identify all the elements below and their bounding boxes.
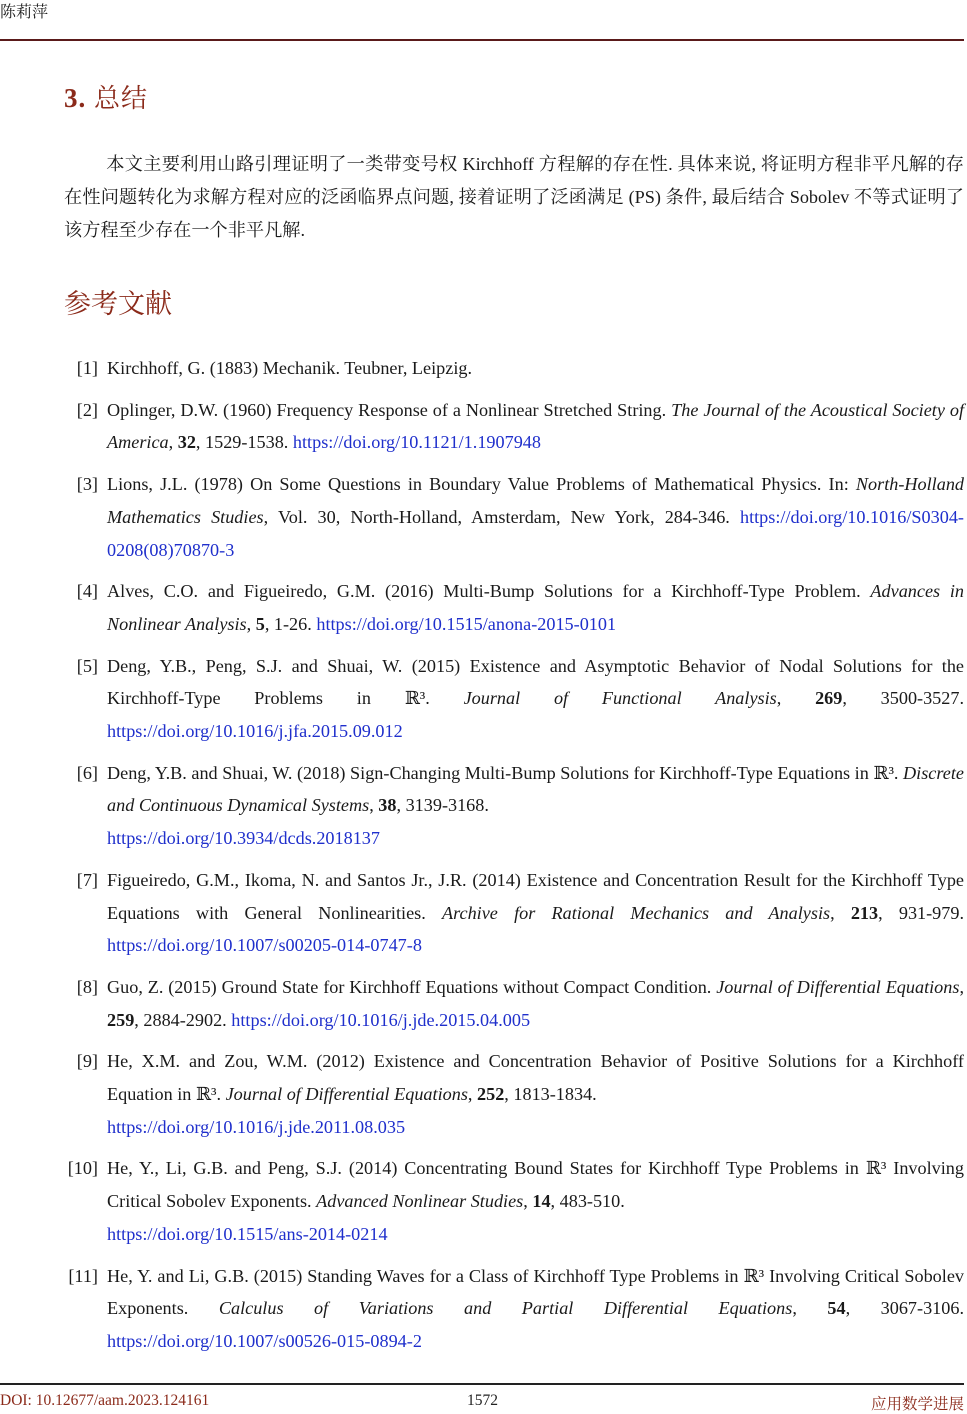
reference-text: Alves, C.O. and Figueiredo, G.M. (2016) Multi-Bump Solutions for a Kirchhoff-Type Problem. xyxy=(107,581,861,602)
reference-item xyxy=(64,468,964,566)
section-title: 总结 xyxy=(94,84,149,114)
reference-volume: 213 xyxy=(850,902,879,923)
reference-item: [11] He, Y. and Li, G.B. (2015) Standing Waves for a Class of Kirchhoff Type Problems in ℝ³ Involving Critical Sobolev Exponents. Calculus of Variations and Partial Differential Equations, 54, 3067-3106. https://doi.org/10.1007/s00526-015-0894-2 xyxy=(64,1260,964,1358)
reference-item xyxy=(64,352,964,385)
reference-label: [4] xyxy=(76,581,98,602)
reference-label: [3] xyxy=(76,474,98,495)
reference-item: [5] Deng, Y.B., Peng, S.J. and Shuai, W. (2015) Existence and Asymptotic Behavior of Nodal Solutions for the Kirchhoff-Type Problems in ℝ³. Journal of Functional Analysis, 269, 3500-3527. https://doi.org/10.1016/j.jfa.2015.09.012 xyxy=(64,650,964,748)
footer-doi: DOI: 10.12677/aam.2023.124161 xyxy=(0,1392,210,1409)
reference-volume: 269 xyxy=(815,688,843,709)
footer-journal-name: 应用数学进展 xyxy=(870,1396,964,1413)
reference-journal: The Journal of the Acoustical Society of America xyxy=(107,399,965,453)
reference-text: He, Y., Li, G.B. and Peng, S.J. (2014) Concentrating Bound States for Kirchhoff Type Problems in ℝ³ Involving Critical Sobolev Exponents. xyxy=(107,1158,964,1212)
reference-label: [8] xyxy=(76,976,98,997)
reference-doi-link[interactable]: https://doi.org/10.1007/s00526-015-0894-2 xyxy=(107,1330,422,1351)
reference-journal: Calculus of Variations and Partial Differential Equations xyxy=(218,1298,793,1319)
reference-text: Deng, Y.B., Peng, S.J. and Shuai, W. (2015) Existence and Asymptotic Behavior of Nodal Solutions for the Kirchhoff-Type Problems in ℝ³. xyxy=(107,655,964,709)
reference-doi-link[interactable]: https://doi.org/10.1016/j.jde.2015.04.005 xyxy=(231,1009,531,1030)
reference-doi-link[interactable]: https://doi.org/10.1121/1.1907948 xyxy=(292,432,541,453)
reference-item: [6] Deng, Y.B. and Shuai, W. (2018) Sign-Changing Multi-Bump Solutions for Kirchhoff-Type Equations in ℝ³. Discrete and Continuous Dynamical Systems, 38, 3139-3168. https://doi.org/10.3934/dcds.2018137 xyxy=(64,757,964,855)
reference-journal: Advances in Nonlinear Analysis xyxy=(107,581,964,634)
reference-pages: , 3500-3527. xyxy=(842,688,965,709)
reference-pages: , 2884-2902. xyxy=(134,1009,227,1030)
header-divider xyxy=(0,39,964,41)
reference-text: Lions, J.L. (1978) On Some Questions in Boundary Value Problems of Mathematical Physics. In: xyxy=(107,474,849,495)
reference-volume: 14 xyxy=(532,1191,551,1212)
reference-pages: , 1529-1538. xyxy=(195,432,289,453)
reference-volume: 32 xyxy=(177,432,196,453)
reference-journal: Advanced Nonlinear Studies xyxy=(316,1191,524,1212)
footer-divider xyxy=(0,1383,964,1385)
reference-item: [4] Alves, C.O. and Figueiredo, G.M. (2016) Multi-Bump Solutions for a Kirchhoff-Type Problem. Advances in Nonlinear Analysis, 5, 1-26. https://doi.org/10.1515/anona-2015-0101 xyxy=(64,575,964,640)
reference-journal: Archive for Rational Mechanics and Analysis xyxy=(442,902,831,923)
reference-pages: , 931-979. xyxy=(878,902,965,923)
reference-pages: , 3067-3106. xyxy=(845,1298,964,1319)
reference-label: [10] xyxy=(67,1158,98,1179)
reference-item: [10] He, Y., Li, G.B. and Peng, S.J. (2014) Concentrating Bound States for Kirchhoff Type Problems in ℝ³ Involving Critical Sobolev Exponents. Advanced Nonlinear Studies, 14, 483-510. https://doi.org/10.1515/ans-2014-0214 xyxy=(64,1152,964,1250)
reference-text: He, Y. and Li, G.B. (2015) Standing Waves for a Class of Kirchhoff Type Problems in ℝ³ Involving Critical Sobolev Exponents. xyxy=(107,1265,964,1319)
reference-volume: 38 xyxy=(378,795,397,816)
reference-journal: Journal of Differential Equations xyxy=(225,1084,468,1105)
running-header-author: 陈莉萍 xyxy=(0,4,49,21)
reference-label: [6] xyxy=(76,762,98,783)
reference-label: [2] xyxy=(76,399,98,420)
reference-volume: 54 xyxy=(827,1298,846,1319)
reference-volume: 5 xyxy=(255,613,265,634)
section-heading xyxy=(64,78,148,115)
reference-pages: , 483-510. xyxy=(550,1191,625,1212)
reference-pages: , 1813-1834. xyxy=(504,1084,597,1105)
reference-text: Figueiredo, G.M., Ikoma, N. and Santos Jr., J.R. (2014) Existence and Concentration Result for the Kirchhoff Type Equations with General Nonlinearities. xyxy=(107,869,964,923)
reference-item: [8] Guo, Z. (2015) Ground State for Kirchhoff Equations without Compact Condition. Journal of Differential Equations, 259, 2884-2902. https://doi.org/10.1016/j.jde.2015.04.005 xyxy=(64,971,964,1036)
reference-pages: , 3139-3168. xyxy=(396,795,489,816)
conclusion-text: 本文主要利用山路引理证明了一类带变号权 Kirchhoff 方程解的存在性. 具体来说, 将证明方程非平凡解的存在性问题转化为求解方程对应的泛函临界点问题, 接着证明了泛函满足 (PS) 条件, 最后结合 Sobolev 不等式证明了该方程至少存在一个非平凡解. xyxy=(64,154,964,240)
reference-label: [9] xyxy=(76,1051,98,1072)
reference-item: [2] Oplinger, D.W. (1960) Frequency Response of a Nonlinear Stretched String. The Journal of the Acoustical Society of America, 32, 1529-1538. https://doi.org/10.1121/1.1907948 xyxy=(64,394,964,459)
reference-pages: , Vol. 30, North-Holland, Amsterdam, New York, 284-346. xyxy=(263,506,730,527)
reference-journal: Journal of Differential Equations xyxy=(716,976,960,997)
page-number: 1572 xyxy=(467,1392,498,1409)
reference-label: [1] xyxy=(76,358,98,378)
reference-item: [7] Figueiredo, G.M., Ikoma, N. and Santos Jr., J.R. (2014) Existence and Concentration Result for the Kirchhoff Type Equations with General Nonlinearities. Archive for Rational Mechanics and Analysis, 213, 931-979. https://doi.org/10.1007/s00205-014-0747-8 xyxy=(64,864,964,962)
reference-text: He, X.M. and Zou, W.M. (2012) Existence and Concentration Behavior of Positive Solutions for a Kirchhoff Equation in ℝ³. xyxy=(107,1051,964,1105)
references-heading: 参考文献 xyxy=(64,289,172,320)
reference-volume: 252 xyxy=(477,1084,505,1105)
reference-doi-link[interactable]: https://doi.org/10.1515/ans-2014-0214 xyxy=(107,1223,388,1244)
reference-doi-link[interactable]: https://doi.org/10.1007/s00205-014-0747-8 xyxy=(107,935,422,956)
reference-label: [7] xyxy=(76,869,98,890)
reference-label: [5] xyxy=(76,655,98,676)
reference-text: Kirchhoff, G. (1883) Mechanik. Teubner, Leipzig. xyxy=(107,358,473,378)
reference-journal: Journal of Functional Analysis xyxy=(463,688,777,709)
section-number: 3. xyxy=(64,83,87,113)
reference-list xyxy=(64,352,964,1367)
reference-text: Guo, Z. (2015) Ground State for Kirchhoff Equations without Compact Condition. xyxy=(107,976,712,997)
reference-volume: 259 xyxy=(107,1009,135,1030)
reference-doi-link[interactable]: https://doi.org/10.1016/j.jfa.2015.09.012 xyxy=(107,721,403,742)
reference-text: Oplinger, D.W. (1960) Frequency Response of a Nonlinear Stretched String. xyxy=(107,399,667,420)
reference-journal: North-Holland Mathematics Studies xyxy=(107,474,965,527)
reference-doi-link[interactable]: https://doi.org/10.1016/j.jde.2011.08.035 xyxy=(107,1116,406,1137)
conclusion-paragraph xyxy=(64,148,964,247)
reference-pages: , 1-26. xyxy=(264,613,312,634)
reference-text: Deng, Y.B. and Shuai, W. (2018) Sign-Changing Multi-Bump Solutions for Kirchhoff-Type Equations in ℝ³. xyxy=(107,762,899,783)
reference-label: [11] xyxy=(68,1265,98,1286)
reference-doi-link[interactable]: https://doi.org/10.1515/anona-2015-0101 xyxy=(316,613,617,634)
reference-journal: Discrete and Continuous Dynamical Systems xyxy=(107,762,964,816)
reference-doi-link[interactable]: https://doi.org/10.1016/S0304-0208(08)70870-3 xyxy=(107,506,964,560)
reference-doi-link[interactable]: https://doi.org/10.3934/dcds.2018137 xyxy=(107,828,380,849)
reference-item: [9] He, X.M. and Zou, W.M. (2012) Existence and Concentration Behavior of Positive Solutions for a Kirchhoff Equation in ℝ³. Journal of Differential Equations, 252, 1813-1834. https://doi.org/10.1016/j.jde.2011.08.035 xyxy=(64,1045,964,1143)
